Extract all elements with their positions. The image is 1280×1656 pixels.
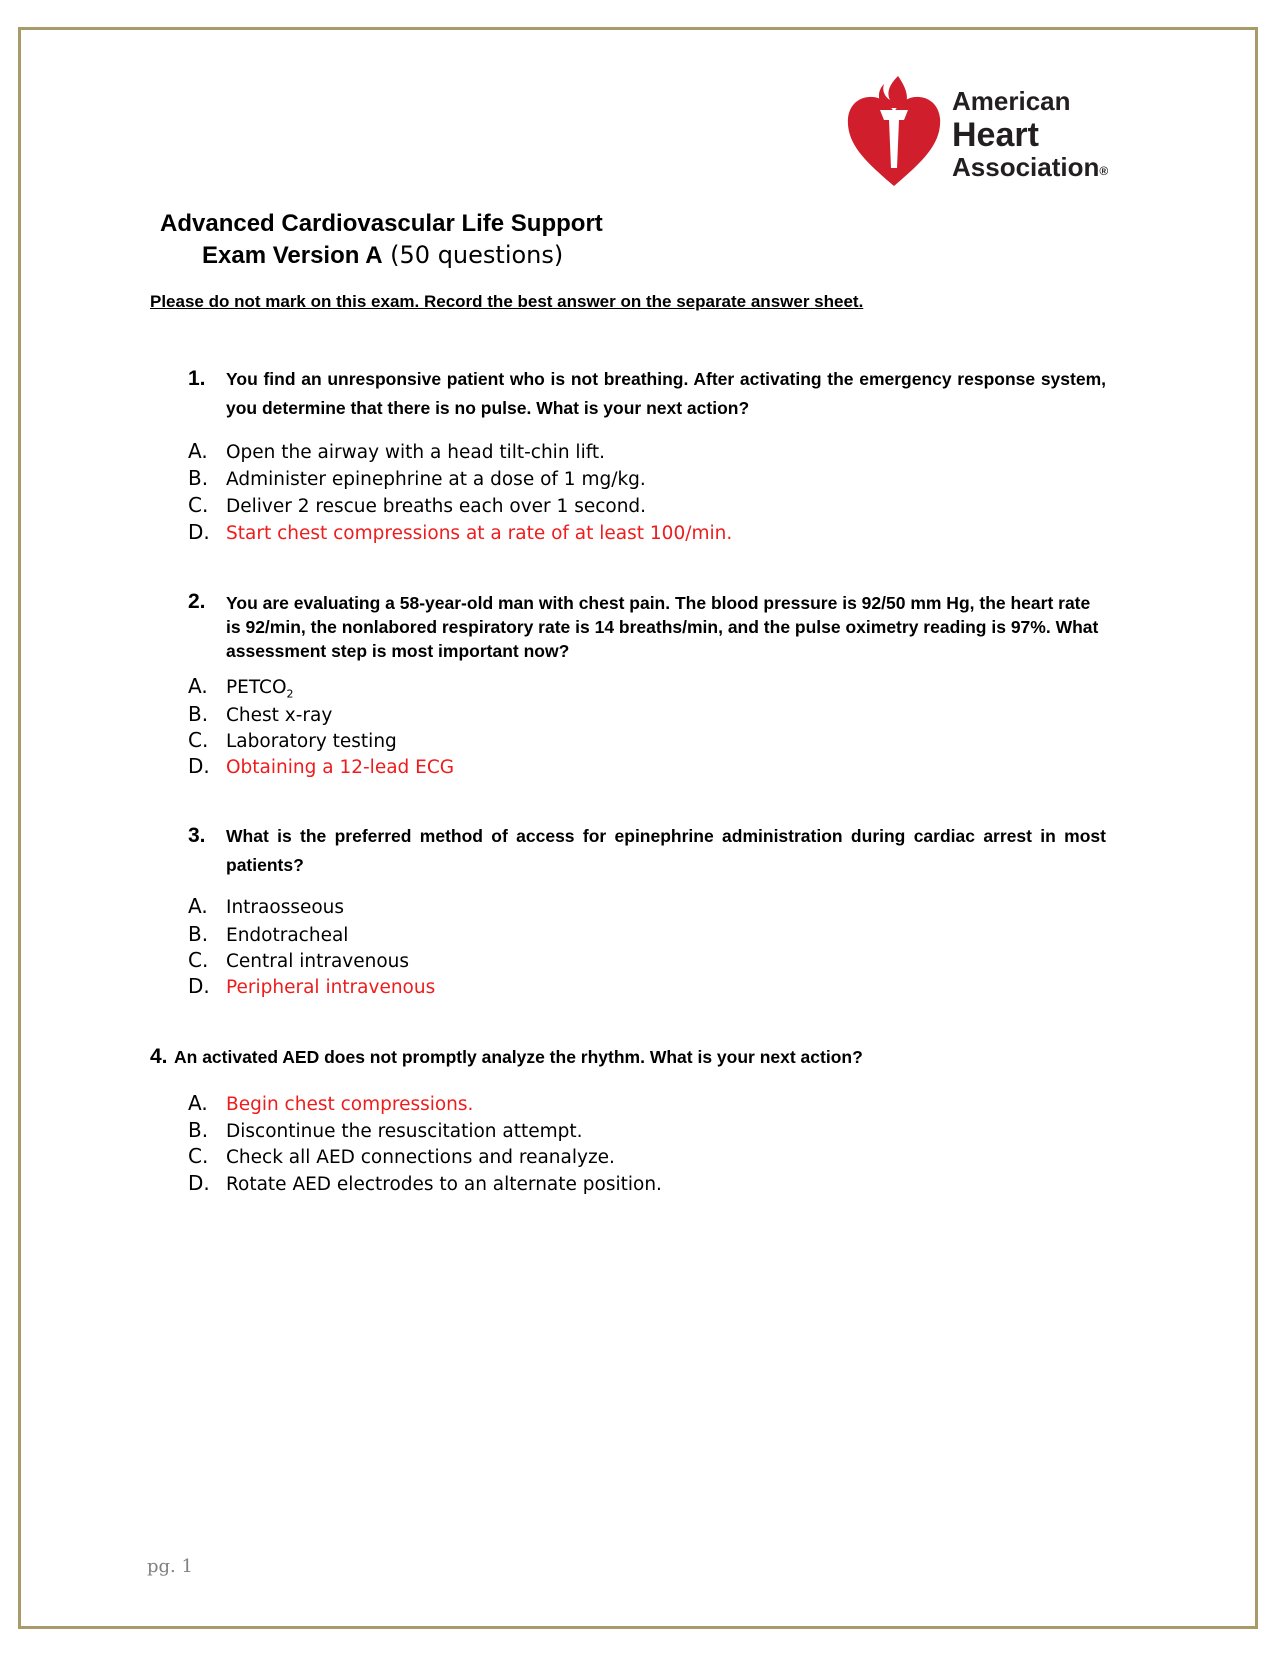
option-text: Intraosseous [226, 897, 345, 918]
question-1-number: 1. [188, 367, 206, 390]
option-letter: B. [188, 1118, 209, 1142]
question-4-option-b [188, 1118, 583, 1144]
option-text: PETCO [226, 677, 287, 698]
option-text: Obtaining a 12-lead ECG [226, 757, 455, 778]
option-text: Start chest compressions at a rate of at least 100/min. [226, 523, 733, 544]
option-letter: A. [188, 1091, 208, 1115]
option-letter: C. [188, 948, 209, 972]
option-text: Central intravenous [226, 951, 410, 972]
exam-instruction: Please do not mark on this exam. Record the best answer on the separate answer sheet. [150, 292, 864, 311]
option-letter: C. [188, 493, 209, 517]
option-letter: D. [188, 520, 210, 544]
logo-wordmark [952, 88, 1108, 180]
question-4-option-c [188, 1144, 615, 1170]
option-text: Laboratory testing [226, 731, 397, 752]
option-letter: D. [188, 754, 210, 778]
option-text: Begin chest compressions. [226, 1094, 474, 1115]
option-text: Check all AED connections and reanalyze. [226, 1147, 615, 1168]
question-4-number: 4. [150, 1045, 168, 1068]
option-letter: D. [188, 1171, 210, 1195]
option-text: Endotracheal [226, 925, 349, 946]
question-3-text: What is the preferred method of access for epinephrine administration during cardiac arrest in most patients? [226, 826, 1106, 875]
exam-version: Exam Version A [202, 242, 383, 269]
option-letter: C. [188, 728, 209, 752]
option-letter: C. [188, 1144, 209, 1168]
logo-line-2: Heart [952, 116, 1039, 154]
heart-torch-icon [846, 74, 942, 190]
option-letter: A. [188, 894, 208, 918]
question-2-option-b [188, 702, 332, 728]
question-3-option-b [188, 922, 348, 948]
question-4-text: An activated AED does not promptly analyze the rhythm. What is your next action? [174, 1047, 863, 1067]
option-letter: A. [188, 439, 208, 463]
question-2-option-a [188, 674, 294, 700]
exam-subtitle [202, 241, 563, 270]
page-number: pg. 1 [147, 1556, 193, 1577]
logo-line-1: American [952, 86, 1071, 116]
option-letter: B. [188, 702, 209, 726]
question-3-option-a [188, 894, 344, 920]
option-letter: D. [188, 974, 210, 998]
exam-title: Advanced Cardiovascular Life Support [160, 210, 603, 237]
question-1-option-b [188, 466, 646, 492]
question-4-option-a [188, 1091, 473, 1117]
question-3-option-c [188, 948, 409, 974]
option-letter: B. [188, 922, 209, 946]
question-4-option-d [188, 1171, 662, 1197]
question-1-option-c [188, 493, 646, 519]
question-2-number: 2. [188, 590, 206, 613]
question-1-text: You find an unresponsive patient who is not breathing. After activating the emergency response system, you determine that there is no pulse. What is your next action? [226, 369, 1106, 418]
question-1-option-d [188, 520, 732, 546]
option-text: Chest x-ray [226, 705, 333, 726]
question-3-number: 3. [188, 824, 206, 847]
logo-line-3: Association [952, 152, 1100, 182]
question-count: (50 questions) [382, 241, 564, 269]
registered-mark: ® [1099, 164, 1109, 178]
question-1-option-a [188, 439, 605, 465]
option-text: Peripheral intravenous [226, 977, 436, 998]
aha-logo [846, 74, 1146, 190]
option-text: Administer epinephrine at a dose of 1 mg/kg. [226, 469, 646, 490]
question-2-option-c [188, 728, 397, 754]
option-text: Discontinue the resuscitation attempt. [226, 1121, 583, 1142]
option-text: Rotate AED electrodes to an alternate position. [226, 1174, 662, 1195]
option-letter: A. [188, 674, 208, 698]
question-2-text: You are evaluating a 58-year-old man with chest pain. The blood pressure is 92/50 mm Hg, the heart rate is 92/min, the nonlabored respiratory rate is 14 breaths/min, and the pulse oximetry reading is 97%. What assessment step is most important now? [226, 593, 1099, 661]
option-text: Deliver 2 rescue breaths each over 1 second. [226, 496, 647, 517]
option-text: Open the airway with a head tilt-chin lift. [226, 442, 606, 463]
subscript: 2 [286, 687, 294, 701]
option-letter: B. [188, 466, 209, 490]
question-2-option-d [188, 754, 454, 780]
question-3-option-d [188, 974, 435, 1000]
